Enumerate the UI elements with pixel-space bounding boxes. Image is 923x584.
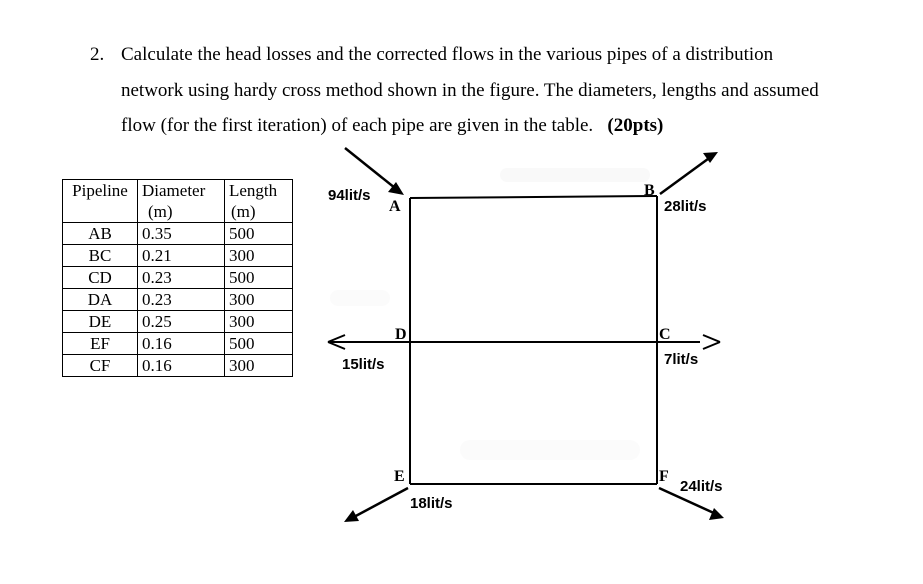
flow-outflow-E: 18lit/s <box>410 495 453 512</box>
flow-outflow-D: 15lit/s <box>342 356 385 373</box>
node-C-label: C <box>659 326 671 343</box>
question-line-2: network using hardy cross method shown in the figure. The diameters, lengths and assumed <box>121 80 819 101</box>
cell-pipeline: CD <box>63 267 138 289</box>
node-D-label: D <box>395 326 407 343</box>
node-B-label: B <box>644 182 655 199</box>
flow-outflow-B: 28lit/s <box>664 198 707 215</box>
header-length-label: Length <box>229 181 278 200</box>
header-diameter-label: Diameter <box>142 181 206 200</box>
pipe-AB <box>410 196 657 198</box>
node-F-label: F <box>659 468 669 485</box>
cell-length: 500 <box>225 267 293 289</box>
header-length-unit: (m) <box>231 202 256 221</box>
arrow-outflow-C <box>703 335 720 349</box>
cell-diameter: 0.16 <box>138 355 225 377</box>
arrow-outflow-B <box>660 152 718 194</box>
cell-pipeline: CF <box>63 355 138 377</box>
cell-diameter: 0.23 <box>138 267 225 289</box>
question-line-1: Calculate the head losses and the corrected flows in the various pipes of a distribution <box>121 44 774 65</box>
cell-length: 300 <box>225 289 293 311</box>
cell-pipeline: DA <box>63 289 138 311</box>
node-A-label: A <box>389 198 401 215</box>
flow-outflow-C: 7lit/s <box>664 351 699 368</box>
flow-outflow-F: 24lit/s <box>680 478 723 495</box>
cell-diameter: 0.21 <box>138 245 225 267</box>
cell-diameter: 0.16 <box>138 333 225 355</box>
cell-diameter: 0.35 <box>138 223 225 245</box>
cell-pipeline: BC <box>63 245 138 267</box>
cell-length: 500 <box>225 333 293 355</box>
cell-pipeline: AB <box>63 223 138 245</box>
arrow-outflow-E <box>344 488 408 522</box>
cell-pipeline: EF <box>63 333 138 355</box>
cell-length: 300 <box>225 355 293 377</box>
question-line-3-text: flow (for the first iteration) of each pipe are given in the table. <box>121 115 594 136</box>
header-pipeline-label: Pipeline <box>72 181 128 200</box>
cell-length: 300 <box>225 245 293 267</box>
header-diameter-unit: (m) <box>148 202 173 221</box>
question-number: 2. <box>90 44 105 65</box>
cell-length: 500 <box>225 223 293 245</box>
flow-inflow-A: 94lit/s <box>328 187 371 204</box>
cell-pipeline: DE <box>63 311 138 333</box>
cell-length: 300 <box>225 311 293 333</box>
cell-diameter: 0.23 <box>138 289 225 311</box>
background-smudges <box>330 168 650 460</box>
node-E-label: E <box>394 468 405 485</box>
cell-diameter: 0.25 <box>138 311 225 333</box>
question-points: (20pts) <box>607 115 664 136</box>
